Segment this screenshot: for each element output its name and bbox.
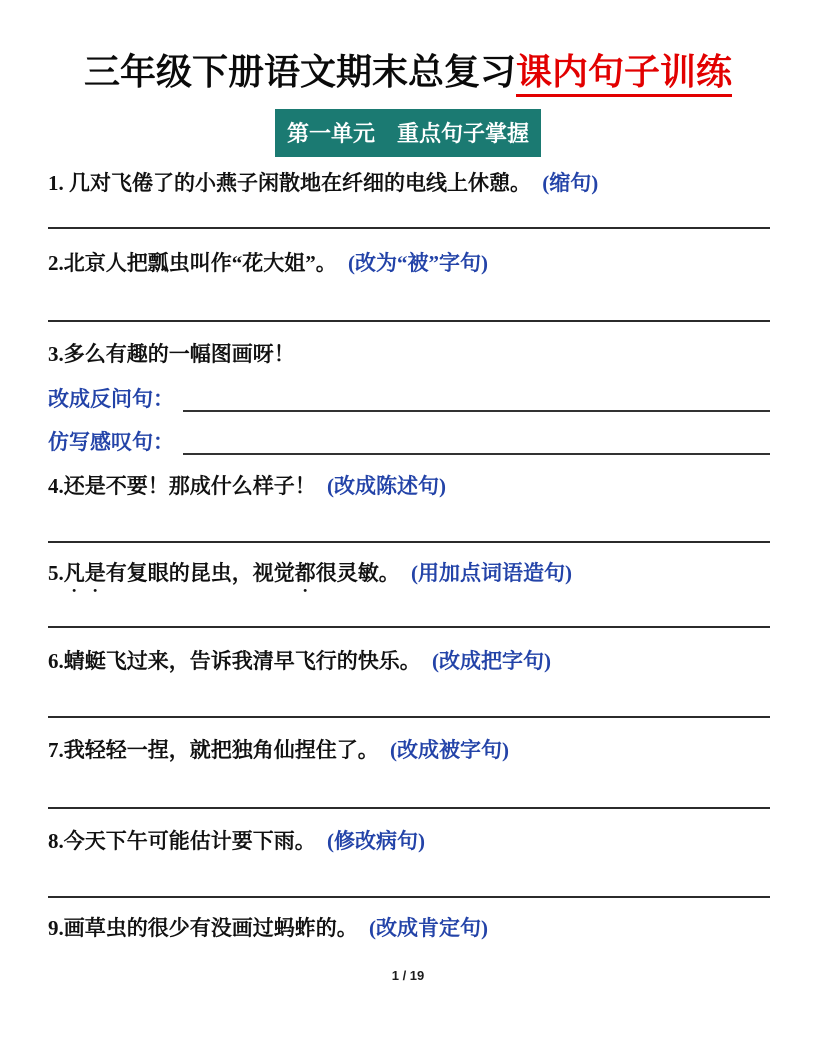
question-text: [48, 561, 400, 585]
question-item-1: [48, 170, 798, 196]
text-segment: 有复眼的昆虫，视觉: [105, 561, 295, 585]
page-title: [0, 44, 816, 95]
question-text: 3.多么有趣的一幅图画呀！: [48, 342, 295, 366]
answer-line: [48, 626, 770, 628]
question-text: 9.画草虫的很少有没画过蚂蚱的。: [48, 916, 358, 940]
question-text: 1. 几对飞倦了的小燕子闲散地在纤细的电线上休憩。: [48, 171, 531, 195]
question-item-6: [48, 648, 798, 674]
question-instruction: (用加点词语造句): [411, 561, 572, 585]
emphasized-word: 凡是: [63, 561, 106, 585]
question-item-3: [48, 341, 798, 367]
question-text: 2.北京人把瓢虫叫作“花大姐”。: [48, 251, 337, 275]
answer-line: [48, 896, 770, 898]
answer-line: [48, 807, 770, 809]
question-text: 7.我轻轻一捏，就把独角仙捏住了。: [48, 738, 379, 762]
answer-line: [48, 227, 770, 229]
sub-answer-row-exclamatory: [48, 427, 770, 455]
question-item-8: [48, 828, 798, 854]
question-item-9: [48, 915, 798, 941]
sub-answer-label: 仿写感叹句：: [48, 429, 174, 454]
emphasized-word: 都: [294, 561, 316, 585]
section-banner: 第一单元 重点句子掌握: [275, 109, 541, 157]
page-title-highlight: 课内句子训练: [516, 52, 732, 97]
answer-line: [183, 429, 770, 455]
answer-line: [183, 386, 770, 412]
sub-answer-label: 改成反问句：: [48, 386, 174, 411]
question-item-5: [48, 560, 798, 597]
text-segment: 很灵敏。: [315, 561, 400, 585]
question-text: 6.蜻蜓飞过来，告诉我清早飞行的快乐。: [48, 649, 421, 673]
page-number: 1 / 19: [391, 968, 425, 983]
question-instruction: (缩句): [542, 171, 599, 195]
answer-line: [48, 320, 770, 322]
answer-line: [48, 541, 770, 543]
question-text: 4.还是不要！那成什么样子！: [48, 474, 316, 498]
sub-answer-row-rhetorical: [48, 384, 770, 412]
question-instruction: (修改病句): [327, 829, 425, 853]
question-item-7: [48, 737, 798, 763]
section-banner-row: [0, 109, 816, 157]
question-item-4: [48, 473, 798, 499]
text-segment: 5.: [48, 561, 64, 585]
question-text: 8.今天下午可能估计要下雨。: [48, 829, 316, 853]
question-instruction: (改成被字句): [390, 738, 509, 762]
question-instruction: (改成肯定句): [369, 916, 488, 940]
page-title-main: 三年级下册语文期末总复习: [83, 52, 516, 92]
question-instruction: (改成陈述句): [327, 474, 446, 498]
answer-line: [48, 716, 770, 718]
question-item-2: [48, 250, 798, 276]
question-instruction: (改为“被”字句): [348, 251, 488, 275]
question-instruction: (改成把字句): [432, 649, 551, 673]
